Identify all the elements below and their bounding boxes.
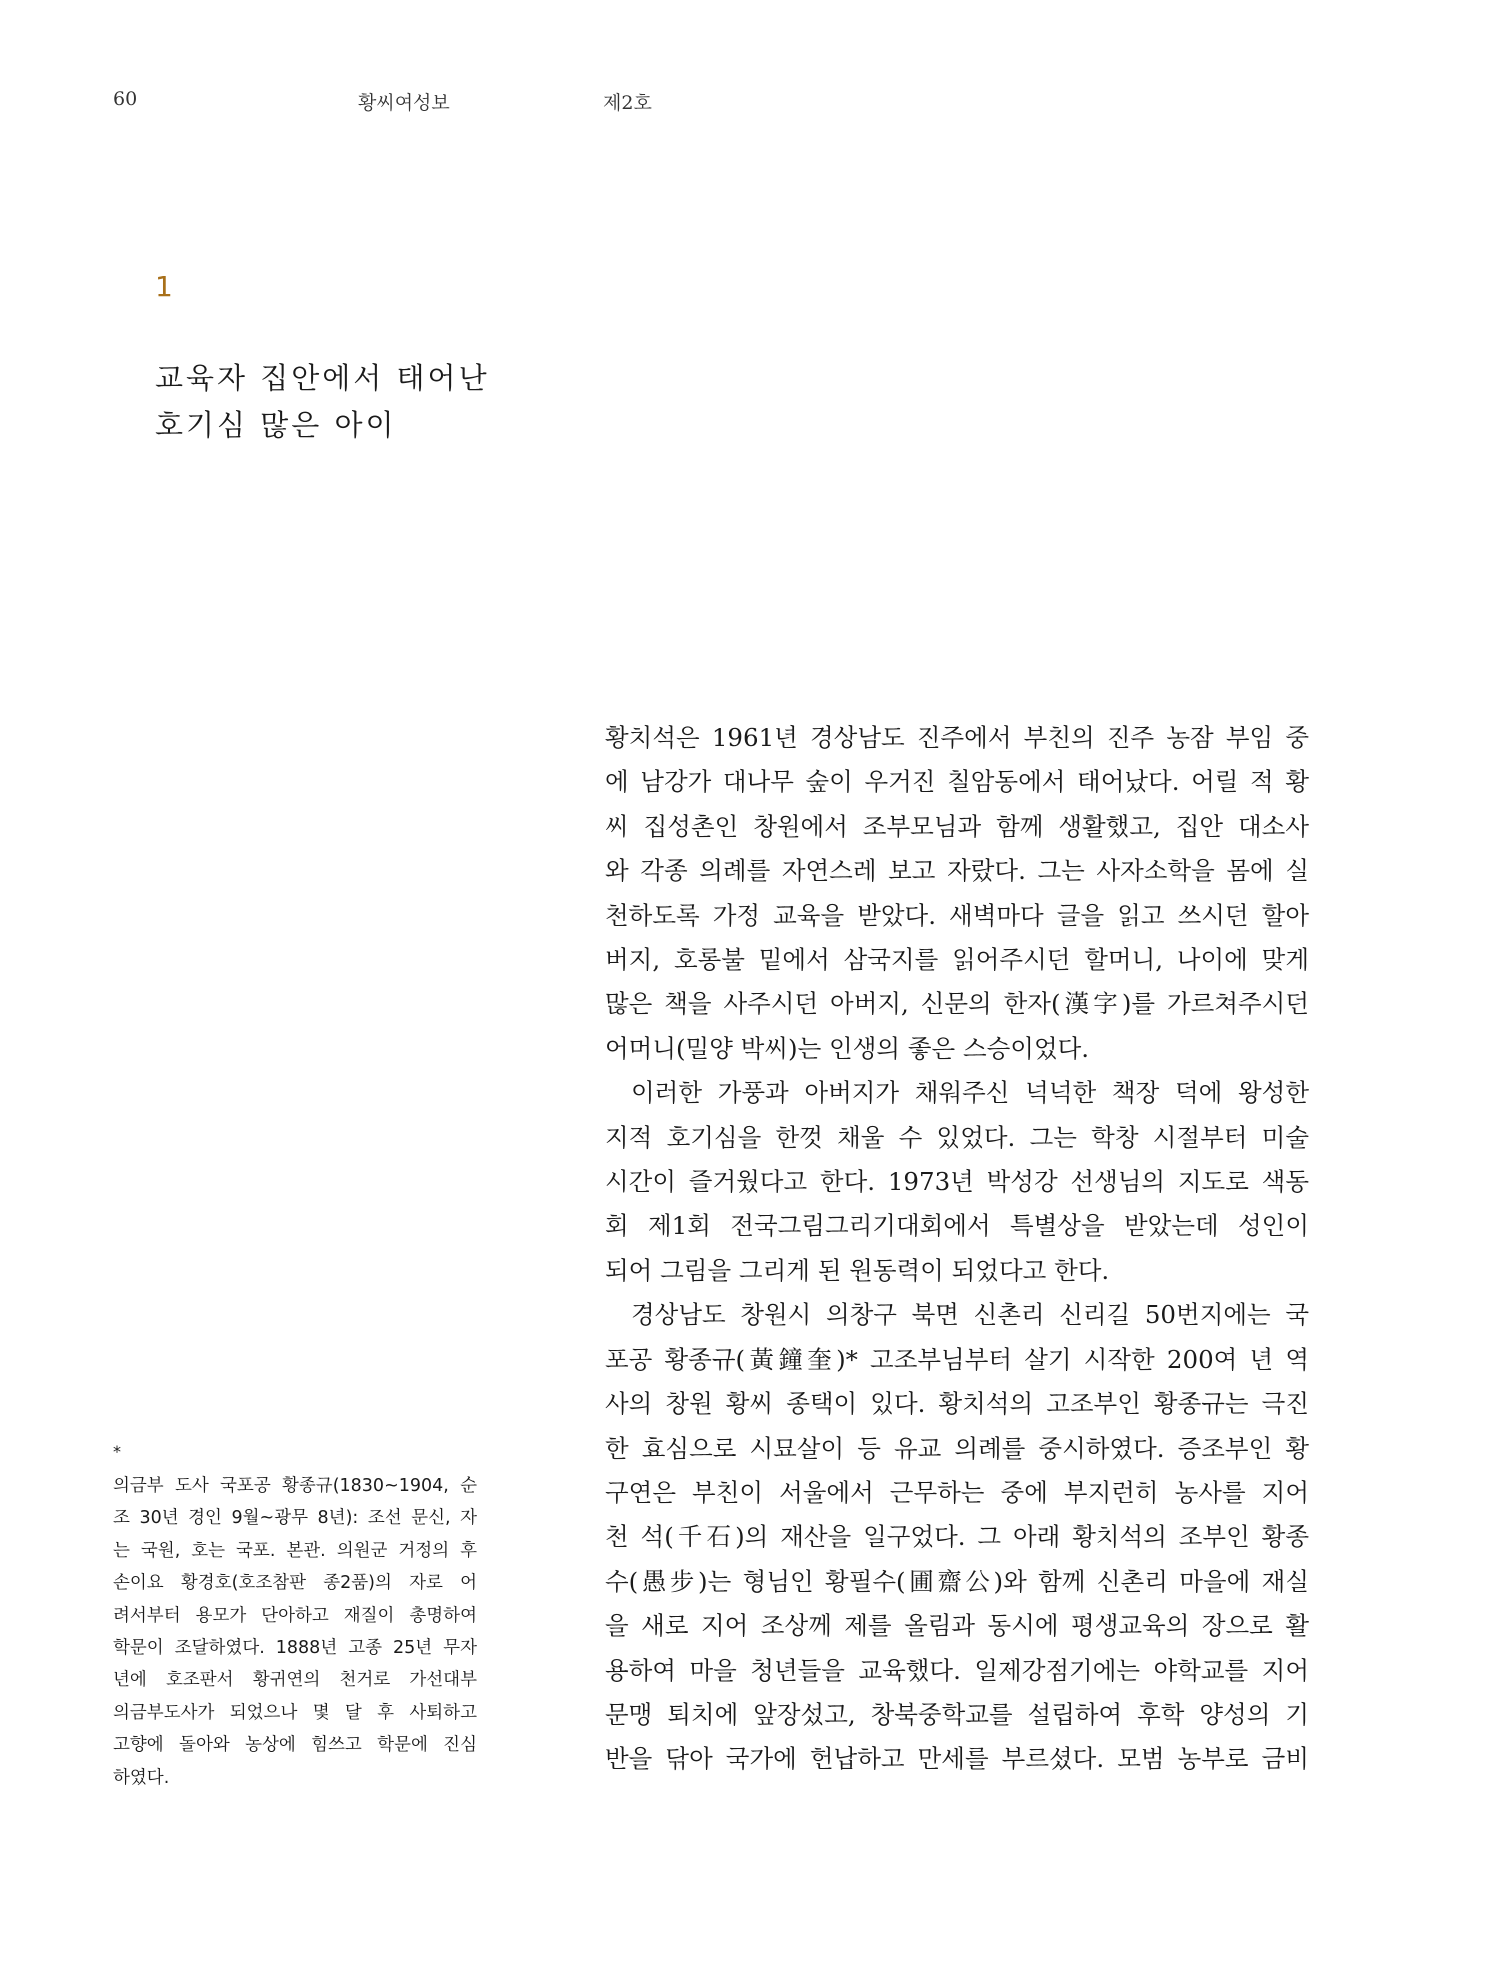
footnote — [113, 1442, 477, 1794]
footnote-line: 의금부도사가 되었으나 몇 달 후 사퇴하고 — [113, 1702, 477, 1723]
book-title: 황씨여성보 — [358, 92, 450, 114]
footnote-line: 학문이 조달하였다. 1888년 고종 25년 무자 — [113, 1638, 477, 1659]
body-line: 에 남강가 대나무 숲이 우거진 칠암동에서 태어났다. 어릴 적 황 — [605, 767, 1309, 797]
body-line: 구연은 부친이 서울에서 근무하는 중에 부지런히 농사를 지어 — [605, 1477, 1309, 1507]
footnote-line: 손이요 황경호(호조참판 종2품)의 자로 어 — [113, 1573, 477, 1594]
body-text — [605, 716, 1309, 1782]
body-line: 포공 황종규(黃鐘奎)* 고조부님부터 살기 시작한 200여 년 역 — [605, 1344, 1309, 1374]
footnote-line: 는 국원, 호는 국포. 본관. 의원군 거정의 후 — [113, 1540, 477, 1561]
body-line: 지적 호기심을 한껏 채울 수 있었다. 그는 학창 시절부터 미술 — [605, 1122, 1309, 1152]
body-line: 되어 그림을 그리게 된 원동력이 되었다고 한다. — [605, 1255, 1110, 1285]
body-line: 천 석(千石)의 재산을 일구었다. 그 아래 황치석의 조부인 황종 — [605, 1522, 1309, 1552]
chapter-number: 1 — [155, 270, 173, 303]
body-line: 을 새로 지어 조상께 제를 올림과 동시에 평생교육의 장으로 활 — [605, 1611, 1309, 1641]
body-line: 반을 닦아 국가에 헌납하고 만세를 부르셨다. 모범 농부로 금비 — [605, 1744, 1309, 1774]
body-line: 어머니(밀양 박씨)는 인생의 좋은 스승이었다. — [605, 1033, 1090, 1063]
footnote-line: 려서부터 용모가 단아하고 재질이 총명하여 — [113, 1605, 477, 1626]
body-line: 이러한 가풍과 아버지가 채워주신 넉넉한 책장 덕에 왕성한 — [631, 1078, 1309, 1108]
body-line: 한 효심으로 시묘살이 등 유교 의례를 중시하였다. 증조부인 황 — [605, 1433, 1309, 1463]
footnote-line: 조 30년 경인 9월~광무 8년): 조선 문신, 자 — [113, 1508, 477, 1529]
body-line: 용하여 마을 청년들을 교육했다. 일제강점기에는 야학교를 지어 — [605, 1655, 1309, 1685]
body-line: 와 각종 의례를 자연스레 보고 자랐다. 그는 사자소학을 몸에 실 — [605, 856, 1309, 886]
body-line: 문맹 퇴치에 앞장섰고, 창북중학교를 설립하여 후학 양성의 기 — [605, 1699, 1309, 1729]
footnote-line: 고향에 돌아와 농상에 힘쓰고 학문에 진심 — [113, 1735, 477, 1756]
page-number: 60 — [113, 88, 138, 110]
issue-number: 제2호 — [603, 92, 652, 114]
footnote-line: 년에 호조판서 황귀연의 천거로 가선대부 — [113, 1670, 477, 1691]
body-line: 많은 책을 사주시던 아버지, 신문의 한자(漢字)를 가르쳐주시던 — [605, 989, 1309, 1019]
body-line: 회 제1회 전국그림그리기대회에서 특별상을 받았는데 성인이 — [605, 1211, 1309, 1241]
body-line: 수(愚步)는 형님인 황필수(圃齋公)와 함께 신촌리 마을에 재실 — [605, 1566, 1309, 1596]
body-line: 천하도록 가정 교육을 받았다. 새벽마다 글을 읽고 쓰시던 할아 — [605, 900, 1309, 930]
body-line: 시간이 즐거웠다고 한다. 1973년 박성강 선생님의 지도로 색동 — [605, 1167, 1309, 1197]
footnote-line: 하였다. — [113, 1767, 170, 1788]
footnote-marker: * — [113, 1442, 121, 1461]
chapter-title-line: 교육자 집안에서 태어난 — [155, 361, 490, 395]
body-line: 황치석은 1961년 경상남도 진주에서 부친의 진주 농잠 부임 중 — [605, 723, 1309, 752]
body-line: 경상남도 창원시 의창구 북면 신촌리 신리길 50번지에는 국 — [631, 1300, 1309, 1330]
body-line: 사의 창원 황씨 종택이 있다. 황치석의 고조부인 황종규는 극진 — [605, 1389, 1309, 1419]
chapter-title-line: 호기심 많은 아이 — [155, 408, 397, 442]
footnote-line: 의금부 도사 국포공 황종규(1830~1904, 순 — [113, 1476, 477, 1496]
body-line: 씨 집성촌인 창원에서 조부모님과 함께 생활했고, 집안 대소사 — [605, 811, 1309, 841]
chapter-title — [155, 355, 490, 449]
body-line: 버지, 호롱불 밑에서 삼국지를 읽어주시던 할머니, 나이에 맞게 — [605, 945, 1309, 975]
